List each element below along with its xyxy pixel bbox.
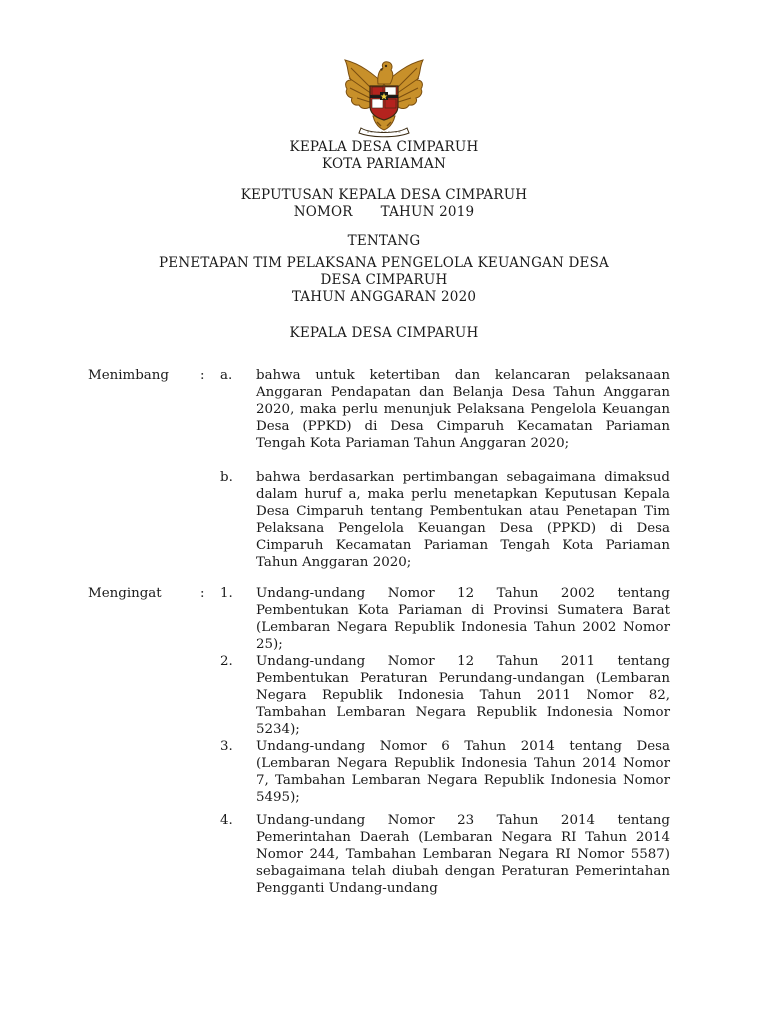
item-text: Undang-undang Nomor 12 Tahun 2002 tentang Pembentukan Kota Pariaman di Provinsi Sumatera Barat (Lembaran Negara Republik Indonesia Tahun 2002 Nomor 25); [256, 586, 670, 652]
issuer-region: KOTA PARIAMAN [322, 156, 446, 172]
item-text: Undang-undang Nomor 12 Tahun 2011 tentang Pembentukan Peraturan Perundang-undangan (Lembaran Negara Republik Indonesia Tahun 2011 Nomor 82, Tambahan Lembaran Negara Republik Indonesia Nomor 5234); [256, 654, 670, 737]
item-text: Undang-undang Nomor 23 Tahun 2014 tentang Pemerintahan Daerah (Lembaran Negara RI Tahun 2014 Nomor 244, Tambahan Lembaran Negara RI Nomor 5587) sebagaimana telah diubah dengan Peraturan Pemerintahan Pengganti Undang-undang [256, 813, 670, 896]
item-text: Undang-undang Nomor 6 Tahun 2014 tentang Desa (Lembaran Negara Republik Indonesia Tahun 2014 Nomor 7, Tambahan Lembaran Negara Republik Indonesia Nomor 5495); [256, 739, 670, 805]
item-marker: b. [220, 470, 233, 485]
decree-heading [0, 187, 768, 221]
nomor-label: NOMOR [293, 204, 353, 220]
garuda-emblem-icon [337, 54, 431, 140]
item-marker: 1. [220, 586, 233, 601]
mengingat-colon: : [200, 586, 205, 601]
signatory-heading: KEPALA DESA CIMPARUH [289, 325, 479, 341]
subject-line-1: PENETAPAN TIM PELAKSANA PENGELOLA KEUANGAN DESA [159, 255, 609, 271]
mengingat-label: Mengingat [88, 586, 162, 601]
issuer-title: KEPALA DESA CIMPARUH [289, 139, 479, 155]
decree-number-line [0, 204, 768, 221]
subject-line-2: DESA CIMPARUH [320, 272, 448, 288]
item-text: bahwa berdasarkan pertimbangan sebagaimana dimaksud dalam huruf a, maka perlu menetapkan Keputusan Kepala Desa Cimparuh tentang Pembentukan atau Penetapan Tim Pelaksana Pengelola Keuangan Desa (PPKD) di Desa Cimparuh Kecamatan Pariaman Tengah Kota Pariaman Tahun Anggaran 2020; [256, 470, 670, 570]
item-marker: a. [220, 368, 233, 383]
decree-subject [0, 255, 768, 306]
tentang-heading: TENTANG [347, 233, 421, 249]
item-marker: 3. [220, 739, 233, 754]
tahun-label: TAHUN 2019 [380, 204, 475, 220]
item-marker: 4. [220, 813, 233, 828]
item-marker: 2. [220, 654, 233, 669]
letterhead [0, 139, 768, 173]
subject-line-3: TAHUN ANGGARAN 2020 [291, 289, 477, 305]
menimbang-colon: : [200, 368, 205, 383]
decree-title: KEPUTUSAN KEPALA DESA CIMPARUH [240, 187, 528, 203]
menimbang-label: Menimbang [88, 368, 169, 383]
item-text: bahwa untuk ketertiban dan kelancaran pelaksanaan Anggaran Pendapatan dan Belanja Desa Tahun Anggaran 2020, maka perlu menunjuk Pelaksana Pengelola Keuangan Desa (PPKD) di Desa Cimparuh Kecamatan Pariaman Tengah Kota Pariaman Tahun Anggaran 2020; [256, 368, 670, 451]
